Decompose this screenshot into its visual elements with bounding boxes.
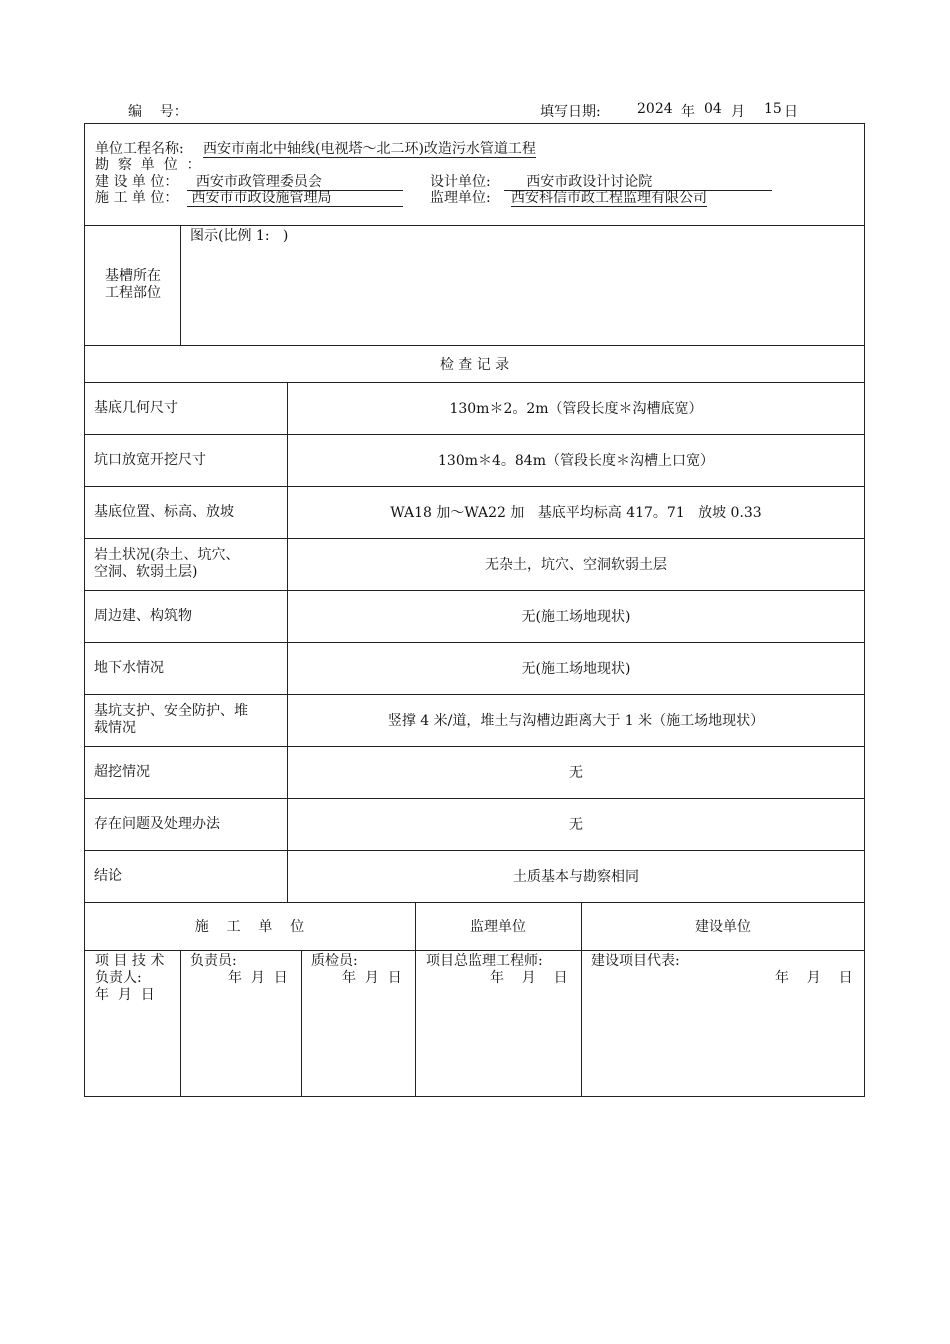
project-label: 单位工程名称: xyxy=(95,141,184,157)
building-unit-heading: 建设单位 xyxy=(695,919,751,935)
divider xyxy=(180,225,181,345)
supervise-unit-name: 西安科信市政工程监理有限公司 xyxy=(511,190,707,206)
design-unit-name: 西安市政设计讨论院 xyxy=(504,175,772,191)
row-label: 基坑支护、安全防护、堆 载情况 xyxy=(94,703,248,736)
row-label: 结论 xyxy=(94,867,122,884)
number-label: 编 号： xyxy=(128,104,188,120)
location-label xyxy=(97,268,169,302)
date-month: 04 xyxy=(704,101,722,117)
inspection-title: 检 查 记 录 xyxy=(439,356,510,373)
row-label: 存在问题及处理办法 xyxy=(94,815,220,832)
inspector-date: 年 月 日 xyxy=(342,970,402,986)
date-year: 2024 xyxy=(637,101,673,117)
year-char: 年 xyxy=(681,104,695,120)
build-rep-date: 年 月 日 xyxy=(775,970,853,986)
build-rep-label: 建设项目代表: xyxy=(591,953,680,969)
row-value: 竖撑 4 米/道，堆土与沟槽边距离大于 1 米（施工场地现状） xyxy=(387,713,765,729)
responsible-date: 年 月 日 xyxy=(228,970,288,986)
location-label-line2: 工程部位 xyxy=(105,285,161,301)
row-value: 无 xyxy=(569,817,583,833)
row-label: 基底几何尺寸 xyxy=(94,399,178,416)
build-label: 建 设 单 位： xyxy=(95,174,179,190)
construct-label: 施 工 单 位： xyxy=(95,190,179,206)
row-label: 岩土状况(杂土、坑穴、 空洞、软弱土层) xyxy=(94,547,240,580)
build-unit-name: 西安市政管理委员会 xyxy=(187,175,403,191)
row-value: 土质基本与勘察相同 xyxy=(513,869,639,885)
tech-lead-signature: 项 目 技 术 负责人: 年 月 日 xyxy=(95,953,165,1003)
row-value: 130m＊4。84m（管段长度＊沟槽上口宽） xyxy=(438,453,714,469)
project-value xyxy=(203,141,536,158)
project-name: 西安市南北中轴线(电视塔～北二环)改造污水管道工程 xyxy=(203,141,536,157)
row-value: 无(施工场地现状) xyxy=(521,661,631,677)
row-label: 基底位置、标高、放坡 xyxy=(94,503,234,520)
row-value: 无(施工场地现状) xyxy=(521,609,631,625)
date-day: 15 xyxy=(764,101,782,117)
build-value xyxy=(187,174,403,191)
row-value: 无杂土，坑穴、空洞软弱土层 xyxy=(485,557,667,573)
supervise-label: 监理单位: xyxy=(430,190,491,206)
location-label-line1: 基槽所在 xyxy=(105,268,161,284)
diagram-label: 图示(比例 1: ) xyxy=(190,228,289,244)
design-label: 设计单位: xyxy=(430,174,491,190)
row-value: 130m＊2。2m（管段长度＊沟槽底宽） xyxy=(449,401,703,417)
chief-supervisor-label: 项目总监理工程师: xyxy=(426,953,543,969)
row-label: 超挖情况 xyxy=(94,763,150,780)
divider xyxy=(84,950,865,951)
construct-unit-name: 西安市市政设施管理局 xyxy=(187,191,403,207)
row-label: 周边建、构筑物 xyxy=(94,607,192,624)
supervise-value xyxy=(511,190,707,207)
inspector-label: 质检员: xyxy=(311,953,358,969)
row-value: 无 xyxy=(569,765,583,781)
construct-value xyxy=(187,190,403,207)
row-label: 坑口放宽开挖尺寸 xyxy=(94,451,206,468)
row-label: 地下水情况 xyxy=(94,659,164,676)
divider xyxy=(180,950,181,1097)
divider xyxy=(84,225,865,226)
design-value xyxy=(504,174,772,191)
date-label: 填写日期: xyxy=(540,104,601,120)
survey-label: 勘 察 单 位 ： xyxy=(95,157,201,173)
day-char: 日 xyxy=(784,104,798,120)
month-char: 月 xyxy=(731,104,745,120)
responsible-label: 负责员: xyxy=(190,953,237,969)
construction-unit-heading: 施 工 单 位 xyxy=(194,919,305,935)
supervision-unit-heading: 监理单位 xyxy=(470,919,526,935)
chief-supervisor-date: 年 月 日 xyxy=(490,970,568,986)
row-value: WA18 加～WA22 加 基底平均标高 417。71 放坡 0.33 xyxy=(390,505,762,521)
divider xyxy=(301,950,302,1097)
